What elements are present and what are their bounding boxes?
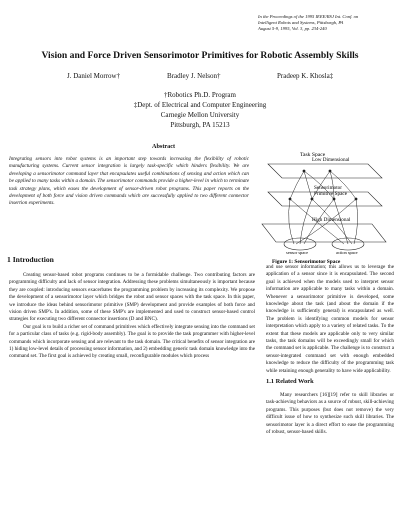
author-nelson: Bradley J. Nelson†	[167, 72, 221, 80]
label-task-space: Task Space	[300, 152, 326, 158]
proceedings-line: In the Proceedings of the 1995 IEEE/RSJ Int. Conf. on	[258, 14, 359, 19]
paragraph: Creating sensor-based robot programs continues to be a formidable challenge. Two contributing factors are programming difficulty and lack of sensor integration. Addressing these problems simultaneously is important because they are coupled: introducing sensors exacerbates the programming problem by increasing its complexity. We propose the development of a sensorimotor layer which bridges the robot and sensor spaces with the task space. In this paper, we introduce the ideas behind sensorimotor primitive (SMP) development and provide examples of both force and vision driven SMP's. In addition, some of these SMP's are implemented and used to construct sensor-based control strategies for executing two different connector insertions (D and BNC).	[9, 272, 255, 323]
affiliation-line: †Robotics Ph.D. Program	[164, 91, 236, 99]
section-heading-related-work: 1.1 Related Work	[266, 378, 314, 385]
proceedings-line: August 5-9, 1995, Vol. 3, pp. 234-240	[258, 26, 327, 31]
figure-caption: Figure 1: Sensorimotor Space	[272, 259, 341, 265]
affiliation-line: ‡Dept. of Electrical and Computer Engineering	[133, 101, 267, 109]
high-dimensional-plane	[262, 224, 386, 242]
task-space-plane	[268, 164, 382, 178]
related-work-body	[266, 392, 394, 436]
author-khosla: Pradeep K. Khosla‡	[277, 72, 334, 80]
paragraph: and use sensor information; this allows us to leverage the application of a sensor since it is encapsulated. The second goal is achieved when the models used to interpret sensor information are applicable to many tasks within a domain. Whenever a sensorimotor primitive is developed, some knowledge about the task (and about the domain if the knowledge is sufficiently general) is encapsulated as well. The problem is identifying common models for sensor interpretation which apply to a variety of related tasks. To the extent that these models are applicable only to very similar tasks, the task domains will be exceedingly small for which the command set is applicable. The challenge is to construct a sensor-integrated command set with enough embedded knowledge to reduce the difficulty of the programming task while retaining enough generality to have wide applicability.	[266, 264, 394, 374]
right-column-body	[266, 264, 394, 375]
label-sensorimotor: Sensorimotor	[314, 185, 342, 191]
paper-title: Vision and Force Driven Sensorimotor Primitives for Robotic Assembly Skills	[41, 50, 359, 61]
label-low-dimensional: Low Dimensional	[312, 157, 350, 163]
label-primitive-space: Primitive Space	[314, 191, 347, 197]
affiliations	[0, 90, 400, 130]
affiliation-line: Carnegie Mellon University	[160, 111, 240, 119]
label-high-dimensional: High Dimensional	[312, 217, 351, 223]
paragraph: Our goal is to build a richer set of command primitives which effectively integrate sensing into the command set for a particular class of tasks (e.g. rigid-body assembly). The goal is to provide the task programmer with higher-level commands which incorporate sensing and are relevant to the task domain. The critical benefits of sensor integration are 1) hiding low-level details of processing sensor information, and 2) embedding generic task domain knowledge into the command set. The first goal is achieved by creating small, reconfigurable modules which process	[9, 323, 255, 360]
section-heading-introduction: 1 Introduction	[7, 255, 54, 264]
abstract-heading: Abstract	[152, 143, 176, 150]
abstract-text: Integrating sensors into robot systems is an important step towards increasing the flexibility of robotic manufacturing systems. Current sensor integration is largely task-specific which hinders flexibility. We are developing a sensorimotor command layer that encapsulates useful combinations of sensing and action which can be applied to many tasks within a domain. The sensorimotor commands provide a higher-level in which to terminate task strategy plans, which eases the development of sensor-driven robot programs. This paper reports on the development of both force and vision driven commands which are successfully applied to two different connector insertion experiments.	[9, 156, 249, 207]
label-sensor-space: sensor space	[286, 250, 309, 255]
paragraph: Many researchers [16][19] refer to skill libraries or task-achieving behaviors as a source of robust, skill-achieving programs. This purposes (but does not remove) the very difficult issue of how to synthesize such skill libraries. The sensorimotor layer is a direct effort to ease the programming of robust, sensor-based skills.	[266, 392, 394, 436]
author-morrow: J. Daniel Morrow†	[67, 72, 121, 80]
figure-sensorimotor-space	[256, 140, 396, 266]
introduction-body	[9, 272, 255, 361]
proceedings-header	[258, 14, 394, 32]
label-action-space: action space	[336, 250, 358, 255]
figure-diagram	[256, 140, 396, 266]
proceedings-line: Intelligent Robots and Systems, Pittsburgh, PA	[258, 20, 344, 25]
affiliation-line: Pittsburgh, PA 15213	[170, 121, 230, 129]
